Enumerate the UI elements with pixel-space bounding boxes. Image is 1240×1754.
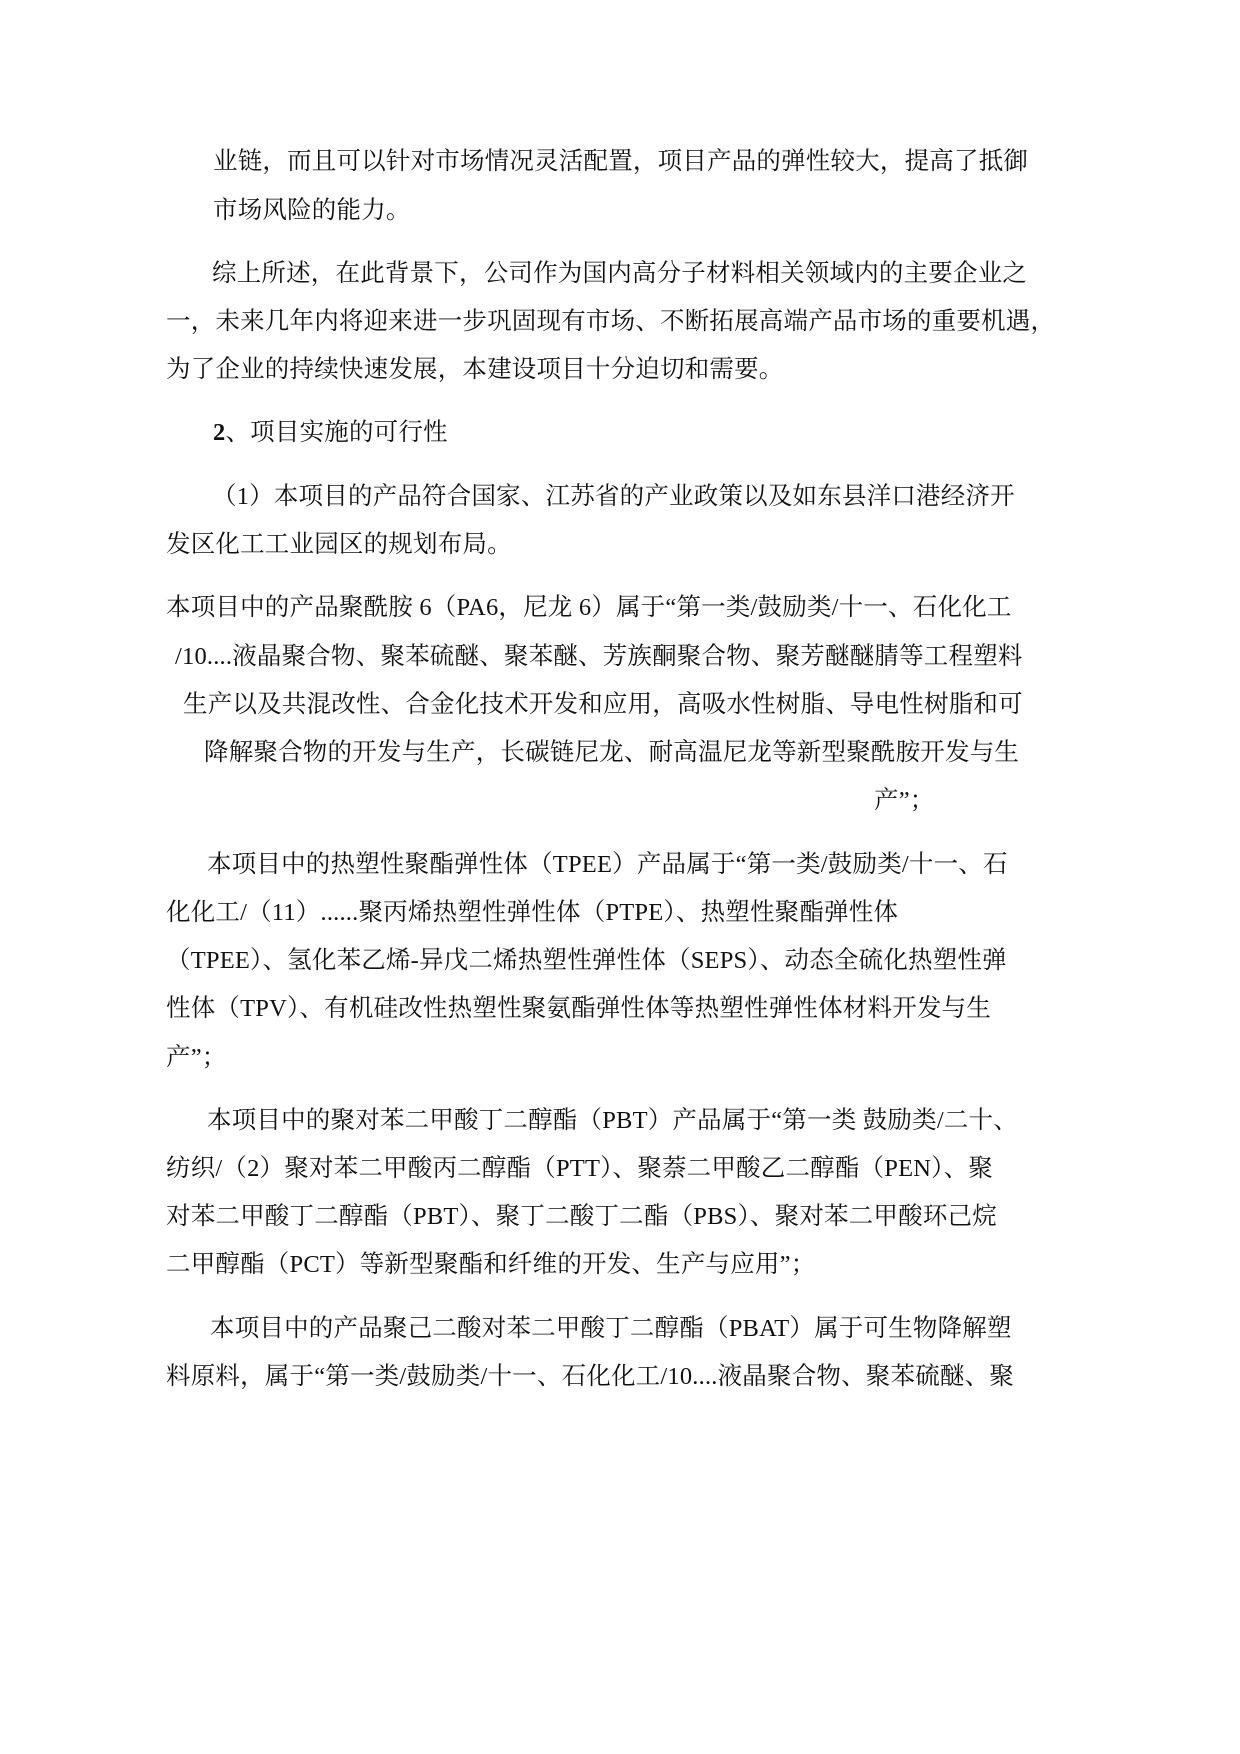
subsection-1-line-2: 发区化工工业园区的规划布局。	[166, 531, 512, 558]
section-heading-number: 2	[213, 419, 226, 446]
paragraph-pbat-line-2: 料原料，属于“第一类/鼓励类/十一、石化化工/10....液晶聚合物、聚苯硫醚、聚	[166, 1363, 1014, 1390]
paragraph-pa6-line-2: /10....液晶聚合物、聚苯硫醚、聚苯醚、芳族酮聚合物、聚芳醚醚腈等工程塑料	[175, 643, 1023, 670]
paragraph-pbt-line-4: 二甲醇酯（PCT）等新型聚酯和纤维的开发、生产与应用”；	[166, 1251, 816, 1278]
paragraph-tpee-line-5: 产”；	[166, 1044, 227, 1071]
paragraph-2-line-2: 一，未来几年内将迎来进一步巩固现有市场、不断拓展高端产品市场的重要机遇，	[166, 308, 1056, 335]
paragraph-pa6-line-5: 产”；	[874, 787, 935, 814]
paragraph-1-line-2: 市场风险的能力。	[213, 197, 411, 224]
paragraph-tpee-line-2: 化化工/（11）......聚丙烯热塑性弹性体（PTPE）、热塑性聚酯弹性体	[166, 899, 899, 926]
paragraph-tpee-line-3: （TPEE）、氢化苯乙烯-异戊二烯热塑性弹性体（SEPS）、动态全硫化热塑性弹	[166, 947, 1007, 974]
paragraph-pbt-line-2: 纺织/（2）聚对苯二甲酸丙二醇酯（PTT）、聚萘二甲酸乙二醇酯（PEN）、聚	[166, 1155, 993, 1182]
paragraph-2-line-1: 综上所述，在此背景下，公司作为国内高分子材料相关领域内的主要企业之	[212, 260, 1028, 287]
paragraph-pbt-line-3: 对苯二甲酸丁二醇酯（PBT）、聚丁二酸丁二酯（PBS）、聚对苯二甲酸环己烷	[166, 1203, 997, 1230]
section-heading-text: 、项目实施的可行性	[225, 419, 448, 446]
paragraph-2-line-3: 为了企业的持续快速发展，本建设项目十分迫切和需要。	[166, 356, 784, 383]
paragraph-tpee-line-4: 性体（TPV）、有机硅改性热塑性聚氨酯弹性体等热塑性弹性体材料开发与生	[166, 995, 992, 1022]
paragraph-pa6-line-4: 降解聚合物的开发与生产，长碳链尼龙、耐高温尼龙等新型聚酰胺开发与生	[204, 739, 1020, 766]
paragraph-tpee-line-1: 本项目中的热塑性聚酯弹性体（TPEE）产品属于“第一类/鼓励类/十一、石	[207, 851, 1008, 878]
paragraph-pbat-line-1: 本项目中的产品聚己二酸对苯二甲酸丁二醇酯（PBAT）属于可生物降解塑	[210, 1315, 1012, 1342]
paragraph-pa6-line-3: 生产以及共混改性、合金化技术开发和应用，高吸水性树脂、导电性树脂和可	[183, 691, 1023, 718]
subsection-1-line-1: （1）本项目的产品符合国家、江苏省的产业政策以及如东县洋口港经济开	[212, 483, 1015, 510]
paragraph-1-line-1: 业链，而且可以针对市场情况灵活配置，项目产品的弹性较大，提高了抵御	[213, 148, 1029, 175]
section-heading	[213, 416, 448, 450]
paragraph-pa6-line-1: 本项目中的产品聚酰胺 6（PA6，尼龙 6）属于“第一类/鼓励类/十一、石化化工	[166, 594, 1012, 621]
paragraph-pbt-line-1: 本项目中的聚对苯二甲酸丁二醇酯（PBT）产品属于“第一类 鼓励类/二十、	[207, 1107, 1018, 1134]
